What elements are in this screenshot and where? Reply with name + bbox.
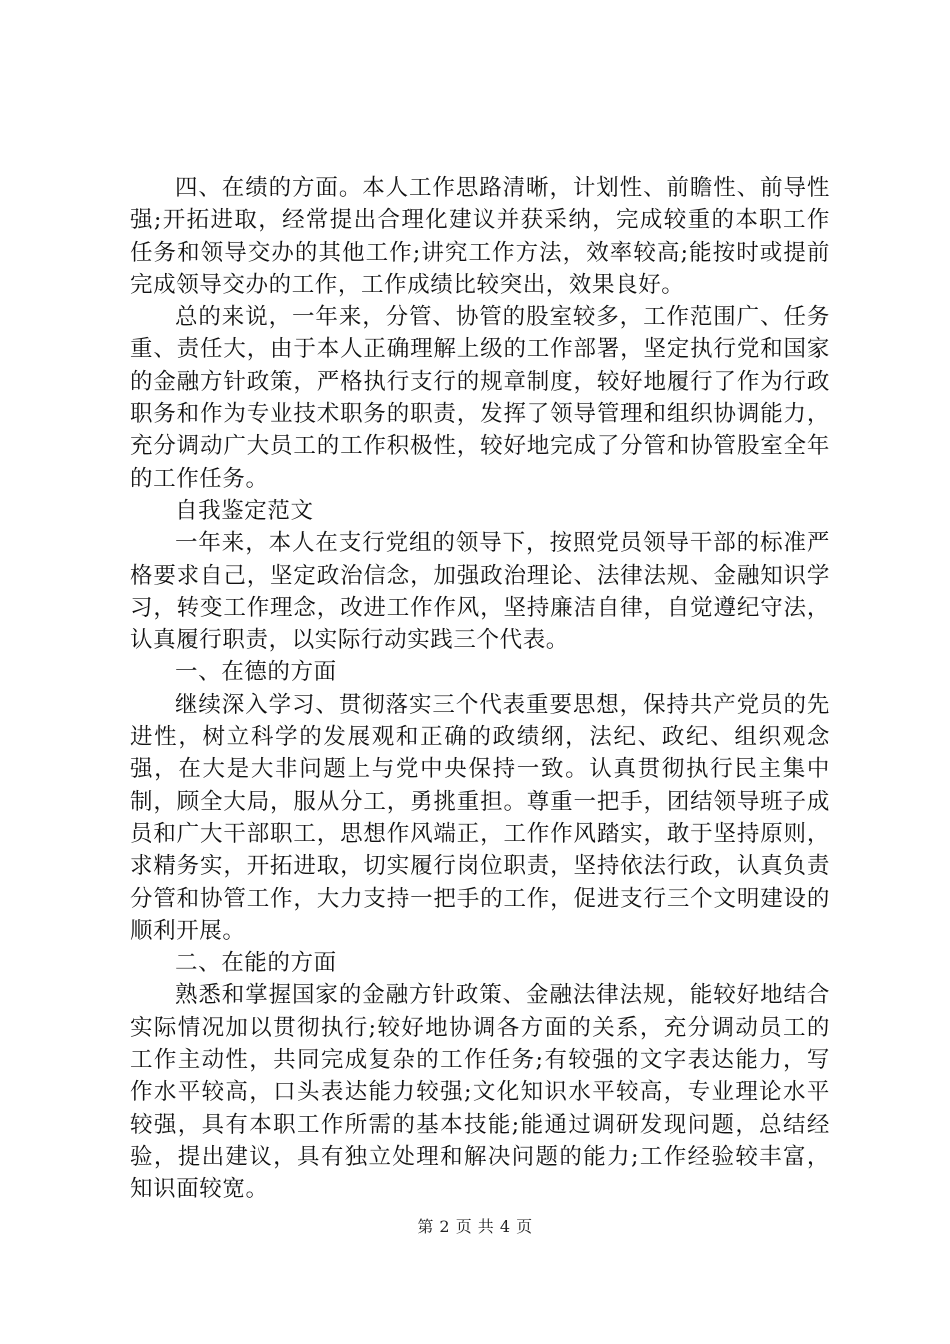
section-heading-morality: 一、在德的方面 xyxy=(175,659,337,686)
section-heading-self-appraisal: 自我鉴定范文 xyxy=(175,497,314,524)
paragraph-morality: 继续深入学习、贯彻落实三个代表重要思想，保持共产党员的先进性，树立科学的发展观和正确的政绩纲，法纪、政纪、组织观念强，在大是大非问题上与党中央保持一致。认真贯彻执行民主集中制，顾全大局，服从分工，勇挑重担。尊重一把手，团结领导班子成员和广大干部职工，思想作风端正，工作作风踏实，敢于坚持原则，求精务实，开拓进取，切实履行岗位职责，坚持依法行政，认真负责分管和协管工作，大力支持一把手的工作，促进支行三个文明建设的顺利开展。 xyxy=(130,691,830,944)
paragraph-summary: 总的来说，一年来，分管、协管的股室较多，工作范围广、任务重、责任大，由于本人正确理解上级的工作部署，坚定执行党和国家的金融方针政策，严格执行支行的规章制度，较好地履行了作为行政职务和作为专业技术职务的职责，发挥了领导管理和组织协调能力，充分调动广大员工的工作积极性，较好地完成了分管和协管股室全年的工作任务。 xyxy=(130,304,830,492)
section-heading-ability: 二、在能的方面 xyxy=(175,950,337,977)
paragraph-performance: 四、在绩的方面。本人工作思路清晰，计划性、前瞻性、前导性强;开拓进取，经常提出合理化建议并获采纳，完成较重的本职工作任务和领导交办的其他工作;讲究工作方法，效率较高;能按时或提前完成领导交办的工作，工作成绩比较突出，效果良好。 xyxy=(130,175,830,298)
document-body xyxy=(130,172,830,1206)
paragraph-intro: 一年来，本人在支行党组的领导下，按照党员领导干部的标准严格要求自己，坚定政治信念，加强政治理论、法律法规、金融知识学习，转变工作理念，改进工作作风，坚持廉洁自律，自觉遵纪守法，认真履行职责，以实际行动实践三个代表。 xyxy=(130,530,830,654)
page-number-footer: 第 2 页 共 4 页 xyxy=(417,1217,533,1236)
paragraph-ability: 熟悉和掌握国家的金融方针政策、金融法律法规，能较好地结合实际情况加以贯彻执行;较好地协调各方面的关系，充分调动员工的工作主动性，共同完成复杂的工作任务;有较强的文字表达能力，写作水平较高，口头表达能力较强;文化知识水平较高，专业理论水平较强，具有本职工作所需的基本技能;能通过调研发现问题，总结经验，提出建议，具有独立处理和解决问题的能力;工作经验较丰富，知识面较宽。 xyxy=(130,982,830,1203)
